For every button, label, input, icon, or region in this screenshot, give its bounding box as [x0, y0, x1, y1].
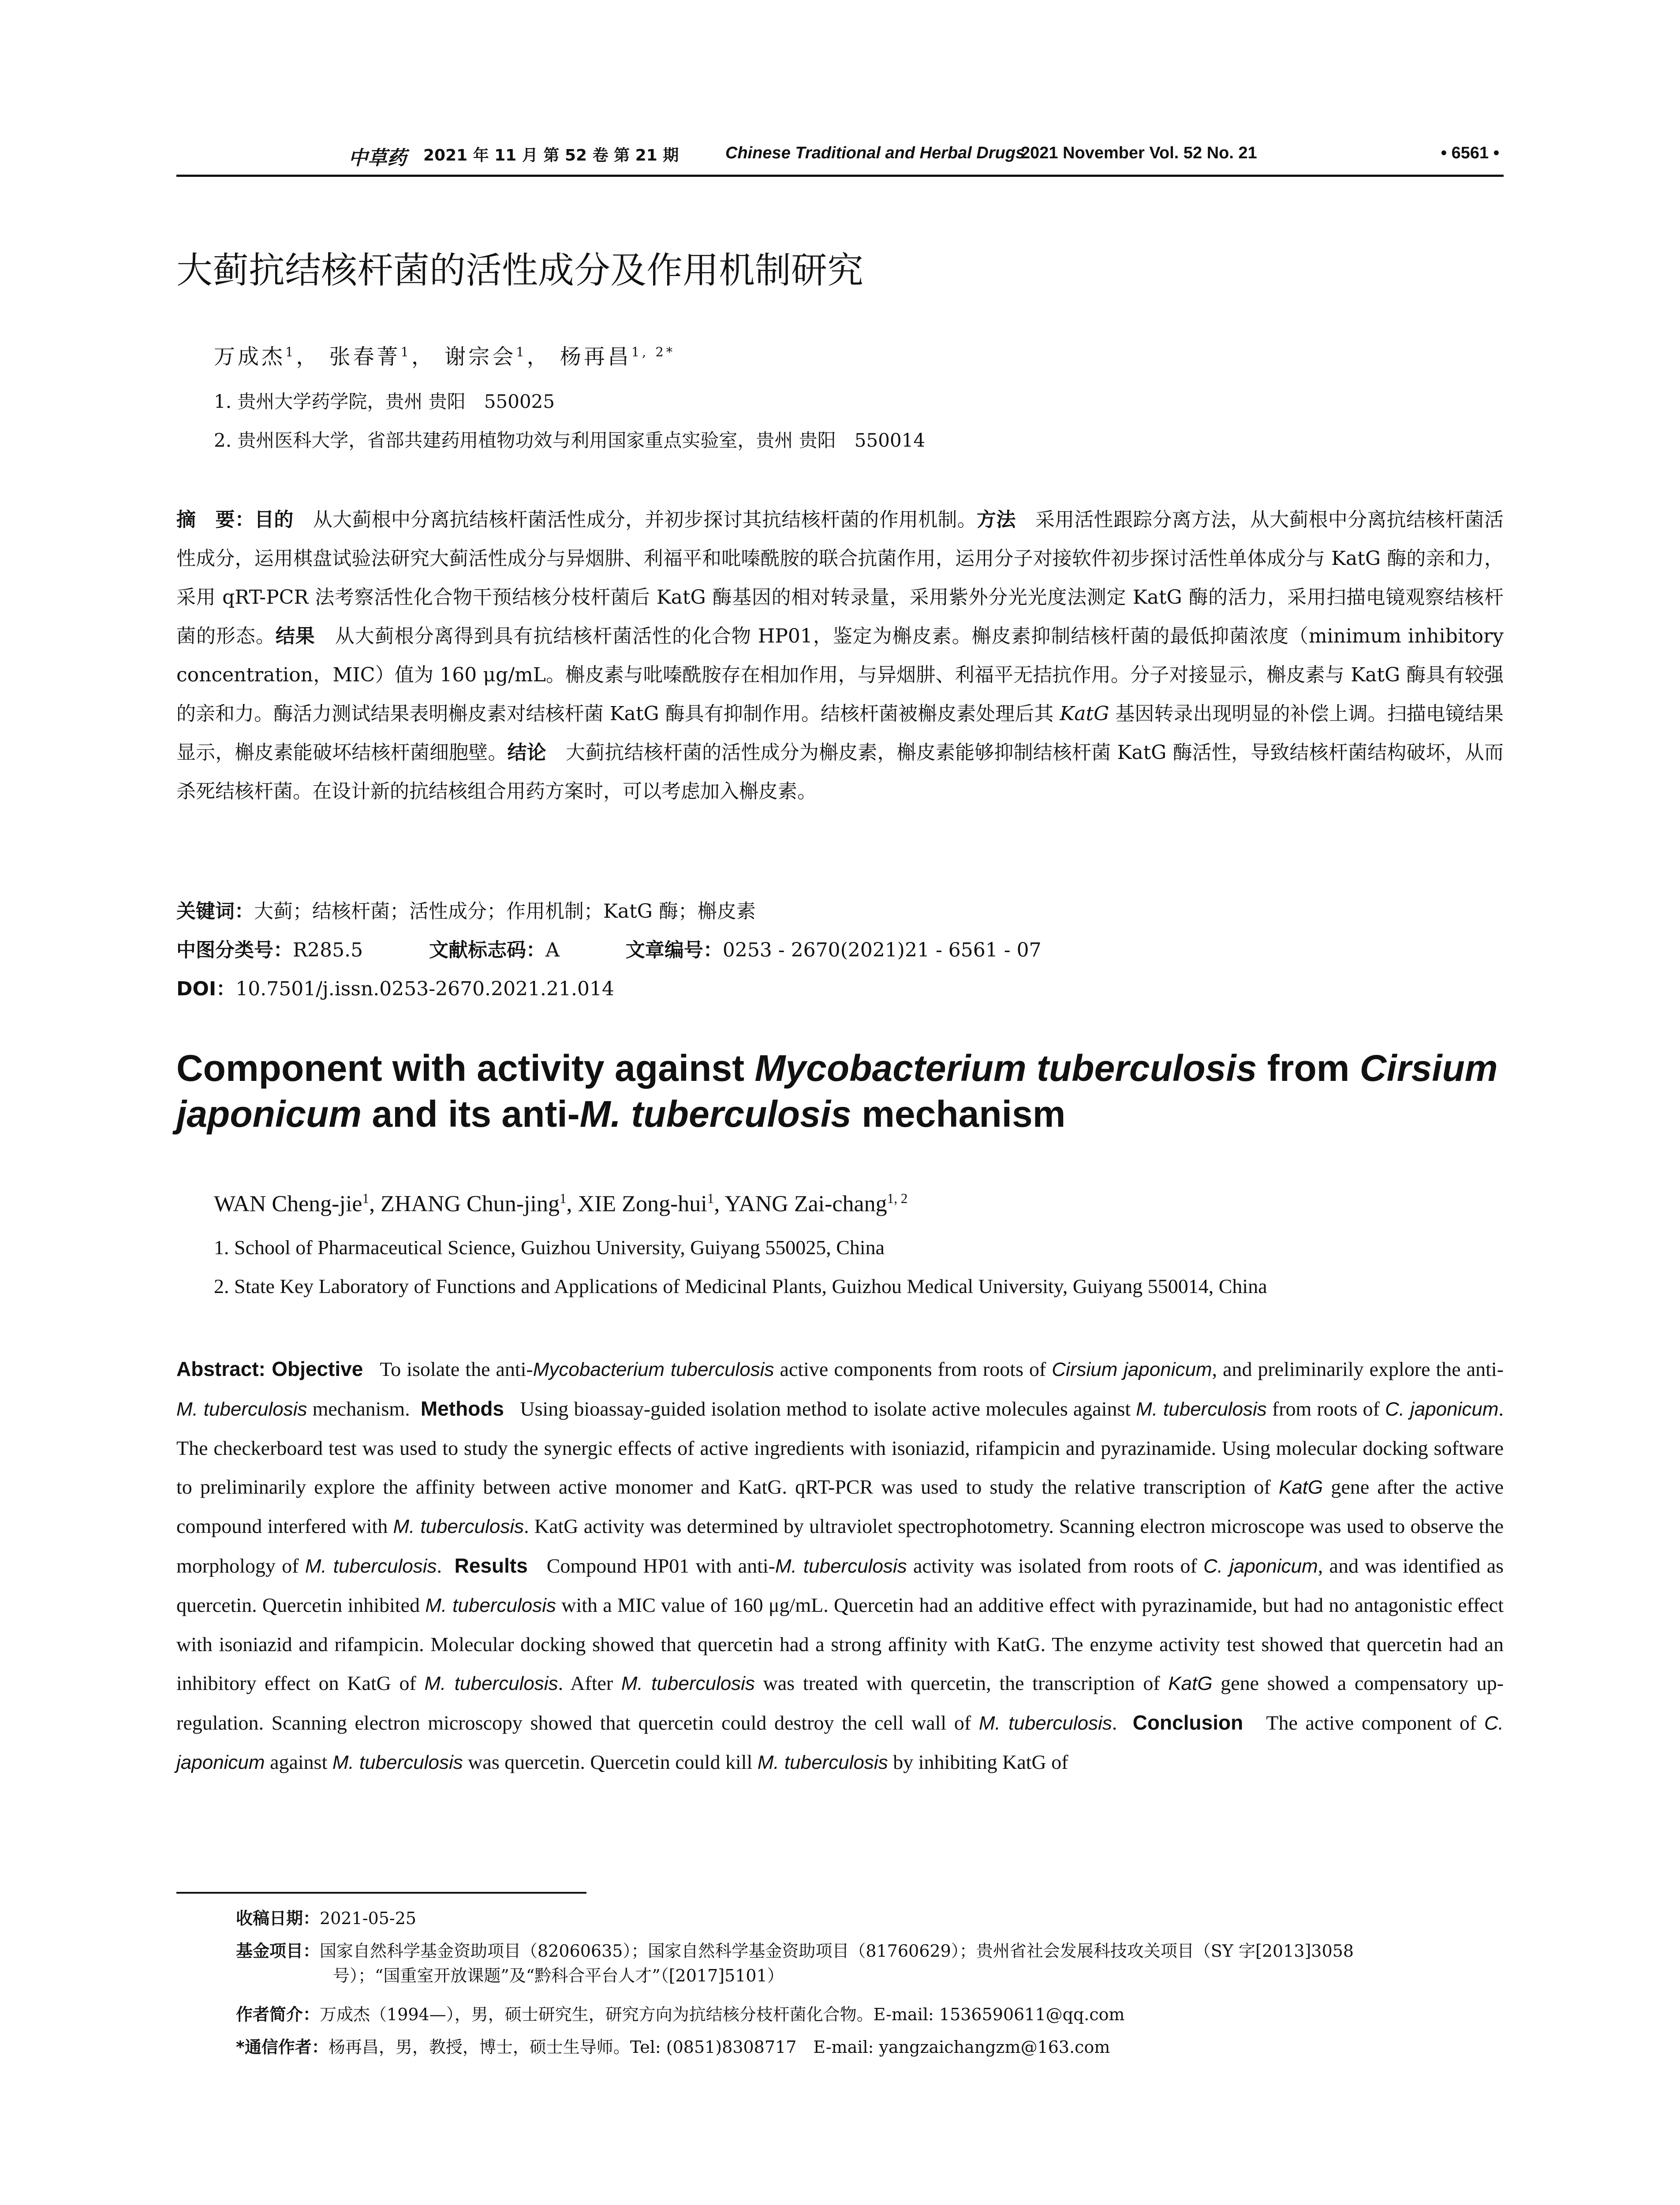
- footnote-funding: 基金项目：国家自然科学基金资助项目（82060635）；国家自然科学基金资助项目（81760629）；贵州省社会发展科技攻关项目（SY 字[2013]3058 号）；“国重室开放课题”及“黔科合平台人才”（[2017]5101）: [236, 1941, 1354, 1985]
- journal-brand: 中草药: [348, 147, 407, 169]
- en-affiliation-1: 1. School of Pharmaceutical Science, Guizhou University, Guiyang 550025, China: [214, 1236, 885, 1259]
- footnote-corresponding-author: *通信作者：杨再昌，男，教授，博士，硕士生导师。Tel: (0851)8308717 E-mail: yangzaichangzm@163.com: [236, 2037, 1110, 2057]
- footnote-author-bio: 作者简介：万成杰（1994—），男，硕士研究生，研究方向为抗结核分枝杆菌化合物。E-mail: 1536590611@qq.com: [236, 2005, 1125, 2024]
- cn-conclusion-label: 结论: [507, 741, 546, 764]
- journal-name: Chinese Traditional and Herbal Drugs: [725, 144, 1025, 162]
- cn-results-label: 结果: [275, 625, 315, 647]
- cn-author-4: 杨再昌: [560, 344, 631, 369]
- cn-doi: DOI：10.7501/j.issn.0253-2670.2021.21.014: [176, 978, 614, 1000]
- page-number: • 6561 •: [1441, 144, 1499, 162]
- en-conclusion-label: Conclusion: [1132, 1711, 1243, 1734]
- cn-affiliation-2: 2. 贵州医科大学，省部共建药用植物功效与利用国家重点实验室，贵州 贵阳 550014: [214, 430, 926, 451]
- cn-classification: 中图分类号：R285.5 文献标志码：A 文章编号：0253 - 2670(2021)21 - 6561 - 07: [176, 939, 1042, 961]
- cn-abstract: 摘 要：目的 从大蓟根中分离抗结核杆菌活性成分，并初步探讨其抗结核杆菌的作用机制。方法 采用活性跟踪分离方法，从大蓟根中分离抗结核杆菌活性成分，运用棋盘试验法研究大蓟活性成分与异烟肼、利福平和吡嗪酰胺的联合抗菌作用，运用分子对接软件初步探讨活性单体成分与 KatG 酶的亲和力，采用 qRT-PCR 法考察活性化合物干预结核分枝杆菌后 KatG 酶基因的相对转录量，采用紫外分光光度法测定 KatG 酶的活力，采用扫描电镜观察结核杆菌的形态。结果 从大蓟根分离得到具有抗结核杆菌活性的化合物 HP01，鉴定为槲皮素。槲皮素抑制结核杆菌的最低抑菌浓度（minimum inhibitory concentration，MIC）值为 160 μg/mL。槲皮素与吡嗪酰胺存在相加作用，与异烟肼、利福平无拮抗作用。分子对接显示，槲皮素与 KatG 酶具有较强的亲和力。酶活力测试结果表明槲皮素对结核杆菌 KatG 酶具有抑制作用。结核杆菌被槲皮素处理后其 KatG 基因转录出现明显的补偿上调。扫描电镜结果显示，槲皮素能破坏结核杆菌细胞壁。结论 大蓟抗结核杆菌的活性成分为槲皮素，槲皮素能够抑制结核杆菌 KatG 酶活性，导致结核杆菌结构破坏，从而杀死结核杆菌。在设计新的抗结核组合用药方案时，可以考虑加入槲皮素。: [176, 508, 1504, 803]
- cn-keywords: 关键词：大蓟；结核杆菌；活性成分；作用机制；KatG 酶；槲皮素: [176, 900, 756, 923]
- en-affiliation-2: 2. State Key Laboratory of Functions and Applications of Medicinal Plants, Guizhou Medical University, Guiyang 550014, China: [214, 1275, 1267, 1297]
- cn-affiliation-1: 1. 贵州大学药学院，贵州 贵阳 550025: [214, 391, 555, 412]
- cn-title: 大蓟抗结核杆菌的活性成分及作用机制研究: [176, 250, 864, 292]
- en-authors: WAN Cheng-jie$^1$, ZHANG Chun-jing$^1$, XIE Zong-hui$^1$, YANG Zai-chang$^{1, 2}$: [214, 1191, 908, 1217]
- footnote-rule: [176, 1892, 586, 1894]
- cn-methods-label: 方法: [977, 508, 1016, 531]
- header-rule: [176, 175, 1504, 177]
- en-title: Component with activity against Mycobacterium tuberculosis from Cirsium japonicum and its anti-M. tuberculosis mechanism: [176, 1047, 1498, 1135]
- cn-author-2: 张春菁: [329, 344, 401, 369]
- running-header: [176, 140, 1504, 176]
- footnote-received: 收稿日期：2021-05-25: [236, 1909, 417, 1928]
- issue-info-cn: 2021 年 11 月 第 52 卷 第 21 期: [423, 146, 679, 164]
- en-methods-label: Methods: [420, 1397, 504, 1420]
- cn-objective-label: 目的: [254, 508, 294, 531]
- en-results-label: Results: [454, 1554, 528, 1577]
- cn-author-1: 万成杰: [214, 344, 286, 369]
- en-objective-label: Objective: [272, 1357, 363, 1380]
- cn-authors: 万成杰$^1$， 张春菁$^1$， 谢宗会$^1$， 杨再昌$^{1, 2*}$: [214, 344, 676, 369]
- issue-info-en: 2021 November Vol. 52 No. 21: [1021, 144, 1257, 162]
- en-abstract: Abstract: Objective To isolate the anti-Mycobacterium tuberculosis active components from roots of Cirsium japonicum, and preliminarily explore the anti-M. tuberculosis mechanism. Methods Using bioassay-guided isolation method to isolate active molecules against M. tuberculosis from roots of C. japonicum. The checkerboard test was used to study the synergic effects of active ingredients with isoniazid, rifampicin and pyrazinamide. Using molecular docking software to preliminarily explore the affinity between active monomer and KatG. qRT-PCR was used to study the relative transcription of KatG gene after the active compound interfered with M. tuberculosis. KatG activity was determined by ultraviolet spectrophotometry. Scanning electron microscope was used to observe the morphology of M. tuberculosis. Results Compound HP01 with anti-M. tuberculosis activity was isolated from roots of C. japonicum, and was identified as quercetin. Quercetin inhibited M. tuberculosis with a MIC value of 160 μg/mL. Quercetin had an additive effect with pyrazinamide, but had no antagonistic effect with isoniazid and rifampicin. Molecular docking showed that quercetin had a strong affinity with KatG. The enzyme activity test showed that quercetin had an inhibitory effect on KatG of M. tuberculosis. After M. tuberculosis was treated with quercetin, the transcription of KatG gene showed a compensatory up-regulation. Scanning electron microscopy showed that quercetin could destroy the cell wall of M. tuberculosis. Conclusion The active component of C. japonicum against M. tuberculosis was quercetin. Quercetin could kill M. tuberculosis by inhibiting KatG of: [176, 1357, 1504, 1773]
- cn-author-3: 谢宗会: [444, 344, 516, 369]
